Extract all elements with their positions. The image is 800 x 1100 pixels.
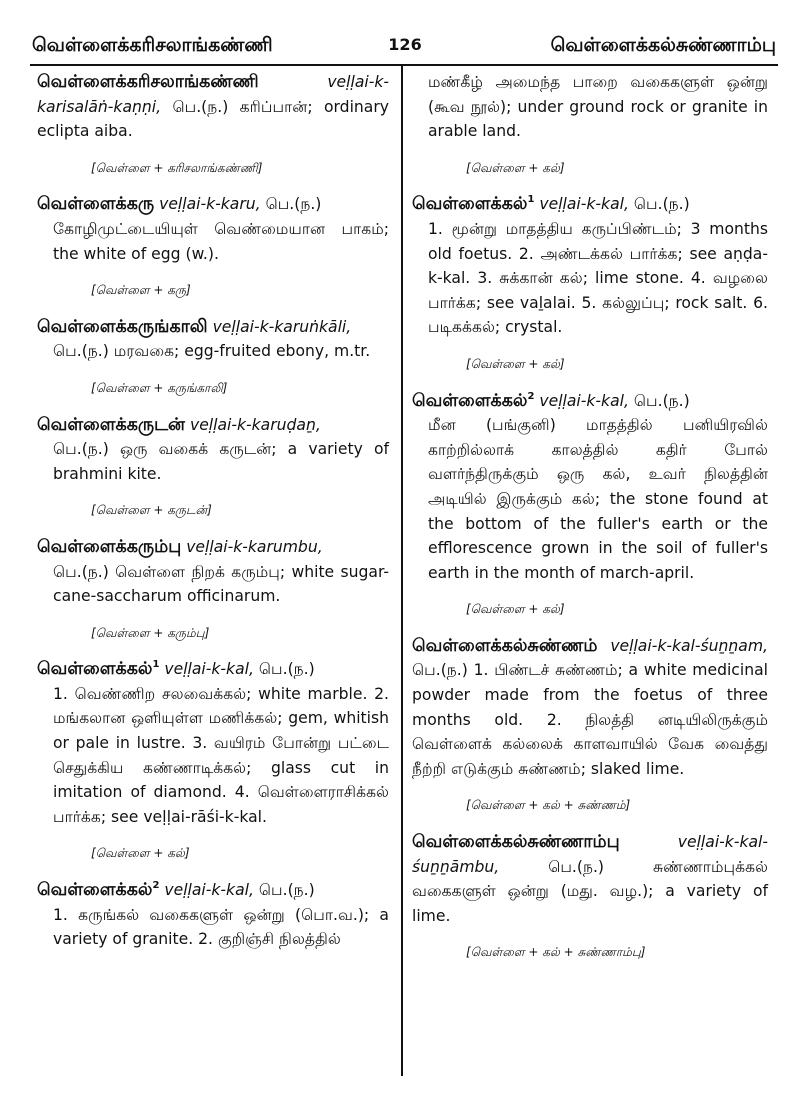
homograph-number: 2 — [152, 880, 160, 892]
entry-definition: ஒரு வகைக் கருடன்; a variety of brahmini kite. — [53, 440, 389, 483]
entry-definition: மரவகை; egg-fruited ebony, m.tr. — [113, 342, 371, 361]
entry-definition: கோழிமுட்டையியுள் வெண்மையான பாகம்; the white of egg (w.). — [53, 219, 389, 263]
entry-part-of-speech: பெ.(ந.) — [548, 857, 605, 876]
entry-definition: மண்கீழ் அமைந்த பாறை வகைகளுள் ஒன்று (கூவ நூல்); under ground rock or granite in arable land. — [428, 73, 768, 141]
entry-definition: மீன (பங்குனி) மாதத்தில் பனியிரவில் காற்றில்லாக் காலத்தில் கதிர் போல் வளர்ந்திருக்கும் ஒரு கல், உவர் நிலத்தின் அடியில் இருக்கும் கல்; the stone found at the bottom of the fuller's earth or the efflorescence grown in the soil of fuller's earth in the month of march-april. — [428, 416, 768, 582]
page-number: 126 — [388, 35, 422, 54]
entry-headword: வெள்ளைக்கரு — [37, 194, 155, 215]
entry-etymology: [வெள்ளை + கல் + சுண்ணம்] — [466, 798, 631, 813]
entry-transliteration: veḷḷai-k-karuḍaṉ, — [189, 415, 321, 434]
header-left-guide-word: வெள்ளைக்கரிசலாங்கண்ணி — [32, 34, 273, 56]
entry-etymology: [வெள்ளை + கல்] — [466, 602, 565, 617]
entry-part-of-speech: பெ.(ந.) — [633, 195, 690, 214]
entry-definition: 1. மூன்று மாதத்திய கருப்பிண்டம்; 3 months old foetus. 2. அண்டக்கல் பார்க்க; see aṇḍa-k-kal. 3. சுக்கான் கல்; lime stone. 4. வழலை பார்க்க; see vaḻalai. 5. கல்லுப்பு; rock salt. 6. படிகக்கல்; crystal. — [428, 219, 768, 337]
left-column — [37, 70, 389, 952]
entry-headword: வெள்ளைக்கல்$^2$ — [412, 390, 535, 411]
entry-part-of-speech: பெ.(ந.) — [412, 661, 468, 680]
entry-transliteration: veḷḷai-k-kal, — [164, 660, 254, 679]
entry-headword: வெள்ளைக்கல்$^2$ — [37, 880, 160, 901]
entry-part-of-speech: பெ.(ந.) — [53, 562, 109, 581]
entry-definition: 1. கருங்கல் வகைகளுள் ஒன்று (பொ.வ.); a variety of granite. 2. குறிஞ்சி நிலத்தில் — [53, 905, 389, 949]
dictionary-entry — [37, 535, 389, 609]
entry-headword: வெள்ளைக்கல்சுண்ணம் — [412, 635, 598, 656]
entry-etymology: [வெள்ளை + கல்] — [466, 160, 565, 175]
dictionary-entry — [412, 830, 768, 928]
entry-transliteration: veḷḷai-k-karuṅkāli, — [212, 317, 352, 336]
entry-etymology: [வெள்ளை + கருடன்] — [91, 503, 212, 518]
entry-part-of-speech: பெ.(ந.) — [172, 97, 229, 116]
entry-etymology: [வெள்ளை + கருங்காலி] — [91, 380, 228, 395]
entry-headword: வெள்ளைக்கல்$^1$ — [412, 194, 535, 215]
column-divider — [401, 66, 403, 1076]
entry-part-of-speech: பெ.(ந.) — [258, 660, 315, 679]
entry-headword: வெள்ளைக்கல்$^1$ — [37, 659, 160, 680]
entry-transliteration: veḷḷai-k-kal-śuṉṉam, — [610, 636, 768, 655]
dictionary-entry — [37, 878, 389, 952]
entry-transliteration: veḷḷai-k-karisalāṅ-kaṇṇi, — [37, 73, 389, 116]
dictionary-entry — [37, 315, 389, 364]
entry-transliteration: veḷḷai-k-kal-śuṉṉāmbu, — [412, 833, 768, 876]
entry-etymology: [வெள்ளை + கல்] — [91, 846, 190, 861]
right-column — [412, 70, 768, 977]
entry-part-of-speech: பெ.(ந.) — [258, 881, 315, 900]
dictionary-entry — [412, 634, 768, 782]
entry-part-of-speech: பெ.(ந.) — [53, 440, 109, 459]
entry-transliteration: veḷḷai-k-kal, — [539, 195, 629, 214]
dictionary-entry — [37, 657, 389, 829]
entry-part-of-speech: பெ.(ந.) — [265, 195, 322, 214]
entry-headword: வெள்ளைக்கருடன் — [37, 414, 186, 435]
entry-part-of-speech: பெ.(ந.) — [633, 391, 690, 410]
entry-transliteration: veḷḷai-k-kal, — [164, 881, 254, 900]
entry-headword: வெள்ளைக்கல்சுண்ணாம்பு — [412, 832, 620, 853]
header-rule — [30, 64, 778, 66]
homograph-number: 2 — [527, 390, 535, 402]
homograph-number: 1 — [527, 194, 535, 206]
entry-transliteration: veḷḷai-k-kal, — [539, 391, 629, 410]
entry-headword: வெள்ளைக்கரிசலாங்கண்ணி — [37, 72, 259, 92]
entry-part-of-speech: பெ.(ந.) — [53, 342, 109, 361]
header-right-guide-word: வெள்ளைக்கல்சுண்ணாம்பு — [550, 34, 776, 56]
dictionary-entry — [37, 413, 389, 487]
entry-etymology: [வெள்ளை + கரு] — [91, 283, 191, 298]
entry-definition: சுண்ணாம்புக்கல் வகைகளுள் ஒன்று (மது. வழ.); a variety of lime. — [412, 857, 768, 925]
entry-headword: வெள்ளைக்கருங்காலி — [37, 316, 208, 337]
entry-definition: வெள்ளை நிறக் கரும்பு; white sugar-cane-saccharum officinarum. — [53, 562, 389, 606]
dictionary-entry — [412, 389, 768, 586]
entry-transliteration: veḷḷai-k-karu, — [159, 195, 261, 214]
homograph-number: 1 — [152, 659, 160, 671]
dictionary-entry — [37, 192, 389, 266]
entry-etymology: [வெள்ளை + கல் + சுண்ணாம்பு] — [466, 945, 646, 960]
entry-etymology: [வெள்ளை + கரும்பு] — [91, 625, 210, 640]
entry-definition: 1. பிண்டச் சுண்ணம்; a white medicinal powder made from the foetus of three months old. 2. நிலத்தி னடியிலிருக்கும் வெள்ளைக் கல்லைக் காளவாயில் வேக வைத்து நீற்றி எடுக்கும் சுண்ணம்; slaked lime. — [412, 661, 768, 778]
entry-definition: 1. வெண்ணிற சலவைக்கல்; white marble. 2. மங்கலான ஒளியுள்ள மணிக்கல்; gem, whitish or pale in lustre. 3. வயிரம் போன்று பட்டை செதுக்கிய கண்ணாடிக்கல்; glass cut in imitation of diamond. 4. வெள்ளைராசிக்கல் பார்க்க; see veḷḷai-rāśi-k-kal. — [53, 684, 389, 826]
entry-transliteration: veḷḷai-k-karumbu, — [186, 537, 323, 556]
entry-etymology: [வெள்ளை + கல்] — [466, 356, 565, 371]
dictionary-entry — [37, 70, 389, 144]
entry-etymology: [வெள்ளை + கரிசலாங்கண்ணி] — [91, 160, 263, 175]
dictionary-entry-continued — [412, 70, 768, 144]
dictionary-entry — [412, 192, 768, 340]
entry-headword: வெள்ளைக்கரும்பு — [37, 536, 182, 557]
entry-definition: கரிப்பான்; ordinary eclipta aiba. — [37, 97, 389, 141]
